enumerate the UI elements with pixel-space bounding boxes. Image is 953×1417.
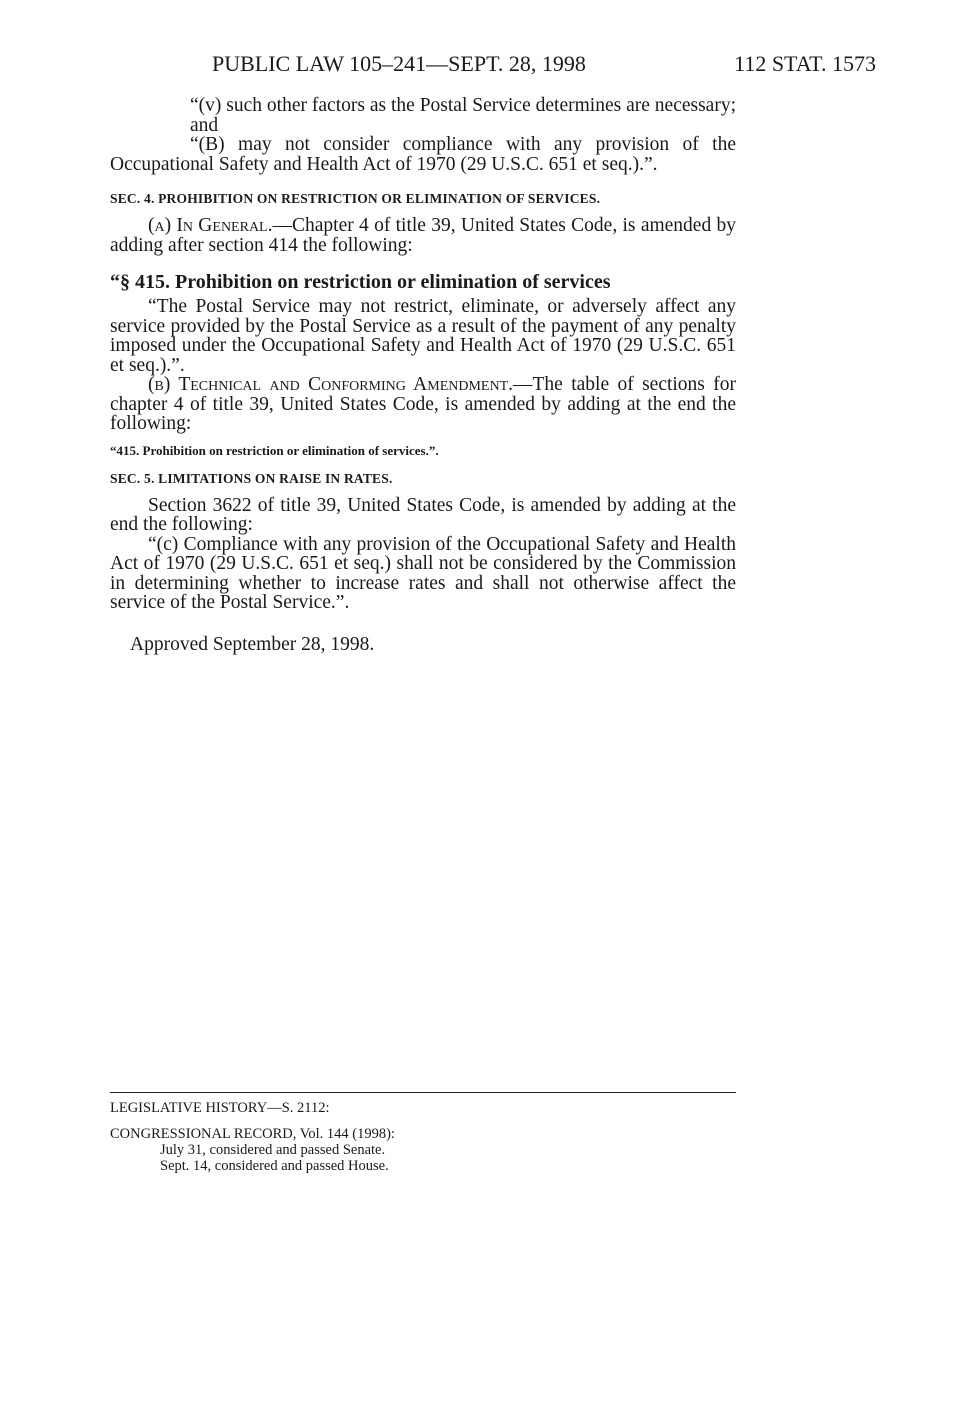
legislative-history-heading: LEGISLATIVE HISTORY—S. 2112: xyxy=(110,1100,330,1116)
subsection-b-text: —The table of sections for chapter 4 of title 39, United States Code, is amended by adding at the end the following: xyxy=(110,374,736,434)
section-4-subsection-b xyxy=(110,375,736,434)
subsection-a-text: —Chapter 4 of title 39, United States Code, is amended by adding after section 414 the following: xyxy=(110,215,737,256)
clause-B: “(B) may not consider compliance with any provision of the Occupational Safety and Health Act of 1970 (29 U.S.C. 651 et seq.).”. xyxy=(110,134,736,175)
approval-date: Approved September 28, 1998. xyxy=(130,633,375,655)
table-of-sections-entry: “415. Prohibition on restriction or elimination of services.”. xyxy=(110,442,439,458)
section-415-title: “§ 415. Prohibition on restriction or elimination of services xyxy=(110,271,611,293)
congressional-record-line: CONGRESSIONAL RECORD, Vol. 144 (1998): xyxy=(110,1126,395,1142)
legislative-history-footnote xyxy=(110,1100,736,1174)
section-5-heading: SEC. 5. LIMITATIONS ON RAISE IN RATES. xyxy=(110,470,393,486)
section-5-text: Section 3622 of title 39, United States Code, is amended by adding at the end the following: xyxy=(110,494,736,535)
senate-action-line: July 31, considered and passed Senate. xyxy=(160,1142,386,1158)
footnote-rule xyxy=(110,1092,736,1093)
page-body xyxy=(110,96,736,654)
section-4-subsection-a xyxy=(110,216,736,255)
clause-v: “(v) such other factors as the Postal Service determines are necessary; and xyxy=(190,95,736,136)
running-head-law: PUBLIC LAW 105–241—SEPT. 28, 1998 xyxy=(212,51,586,76)
section-415-text: “The Postal Service may not restrict, eliminate, or adversely affect any service provided by the Postal Service as a result of the payment of any penalty imposed under the Occupational Safety and Health Act of 1970 (29 U.S.C. 651 et seq.).”. xyxy=(110,296,736,376)
section-5-subsection-c: “(c) Compliance with any provision of the Occupational Safety and Health Act of 1970 (29 U.S.C. 651 et seq.) shall not be considered by the Commission in determining whether to increase rates and shall not otherwise affect the service of the Postal Service.”. xyxy=(110,533,736,613)
running-head-stat-page: 112 STAT. 1573 xyxy=(734,51,876,76)
section-4-heading: SEC. 4. PROHIBITION ON RESTRICTION OR ELIMINATION OF SERVICES. xyxy=(110,191,601,206)
subsection-a-label: (a) In General. xyxy=(148,215,273,236)
subsection-b-label: (b) Technical and Conforming Amendment. xyxy=(148,374,514,395)
house-action-line: Sept. 14, considered and passed House. xyxy=(160,1158,389,1174)
